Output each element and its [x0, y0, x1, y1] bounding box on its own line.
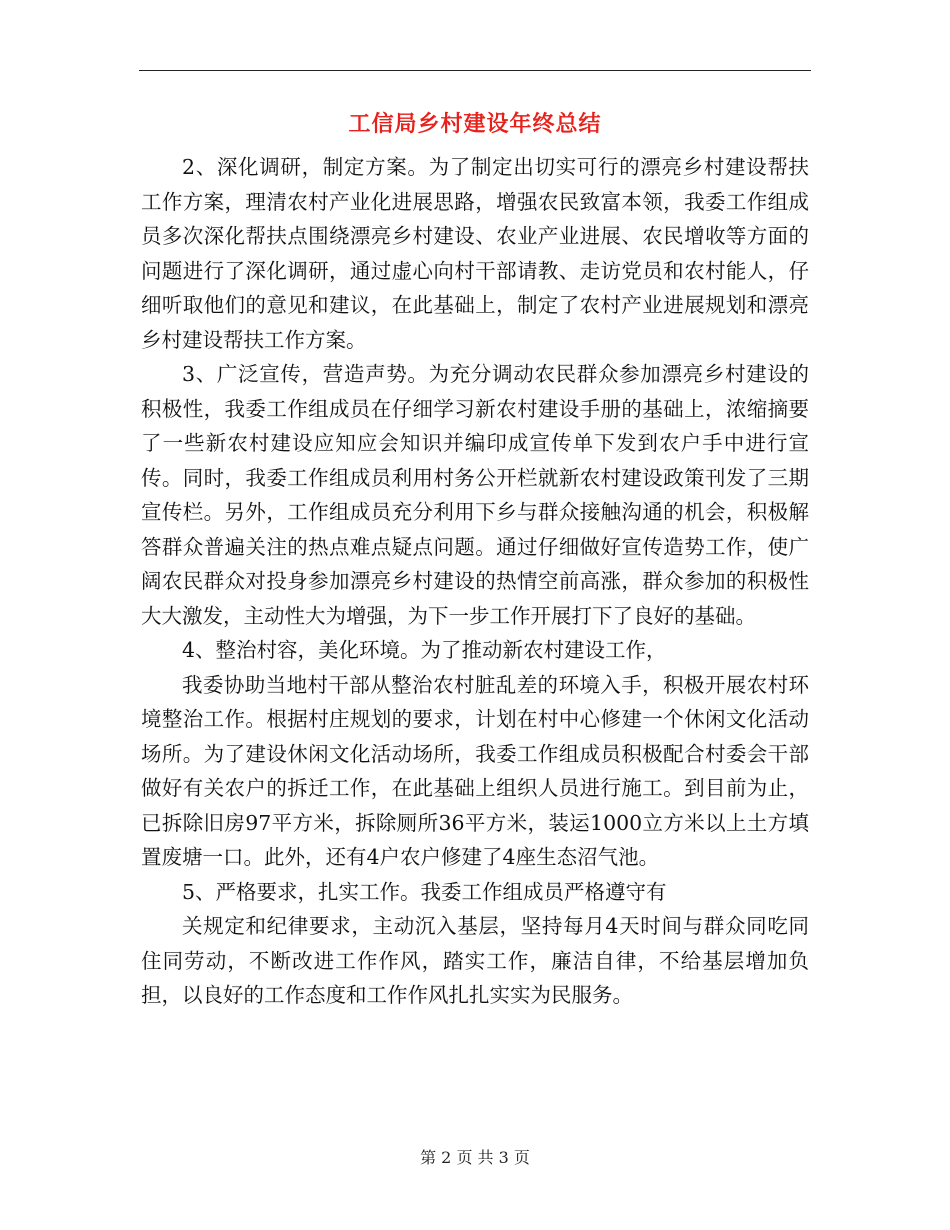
paragraph-1: 2、深化调研，制定方案。为了制定出切实可行的漂亮乡村建设帮扶工作方案，理清农村产业化进展思路，增强农民致富本领，我委工作组成员多次深化帮扶点围绕漂亮乡村建设、农业产业进展、农民增收等方面的问题进行了深化调研，通过虚心向村干部请教、走访党员和农村能人，仔细听取他们的意见和建议，在此基础上，制定了农村产业进展规划和漂亮乡村建设帮扶工作方案。 [141, 155, 809, 352]
paragraph-6: 关规定和纪律要求，主动沉入基层，坚持每月4天时间与群众同吃同住同劳动，不断改进工作作风，踏实工作，廉洁自律，不给基层增加负担，以良好的工作态度和工作作风扎扎实实为民服务。 [141, 914, 809, 1007]
header-rule [139, 70, 811, 71]
document-body [141, 150, 809, 1013]
paragraph-5: 5、严格要求，扎实工作。我委工作组成员严格遵守有 [182, 879, 667, 904]
paragraph-3: 4、整治村容，美化环境。为了推动新农村建设工作， [182, 638, 667, 662]
paragraph-2: 3、广泛宣传，营造声势。为充分调动农民群众参加漂亮乡村建设的积极性，我委工作组成员在仔细学习新农村建设手册的基础上，浓缩摘要了一些新农村建设应知应会知识并编印成宣传单下发到农户手中进行宣传。同时，我委工作组成员利用村务公开栏就新农村建设政策刊发了三期宣传栏。另外，工作组成员充分利用下乡与群众接触沟通的机会，积极解答群众普遍关注的热点难点疑点问题。通过仔细做好宣传造势工作，使广阔农民群众对投身参加漂亮乡村建设的热情空前高涨，群众参加的积极性大大激发，主动性大为增强，为下一步工作开展打下了良好的基础。 [141, 362, 809, 628]
document-title: 工信局乡村建设年终总结 [348, 111, 602, 137]
page-number: 第 2 页 共 3 页 [420, 1148, 530, 1167]
page-footer [0, 1146, 950, 1170]
paragraph-4: 我委协助当地村干部从整治农村脏乱差的环境入手，积极开展农村环境整治工作。根据村庄规划的要求，计划在村中心修建一个休闲文化活动场所。为了建设休闲文化活动场所，我委工作组成员积极配合村委会干部做好有关农户的拆迁工作，在此基础上组织人员进行施工。到目前为止，已拆除旧房97平方米，拆除厕所36平方米，装运1000立方米以上土方填置废塘一口。此外，还有4户农户修建了4座生态沼气池。 [141, 672, 809, 869]
